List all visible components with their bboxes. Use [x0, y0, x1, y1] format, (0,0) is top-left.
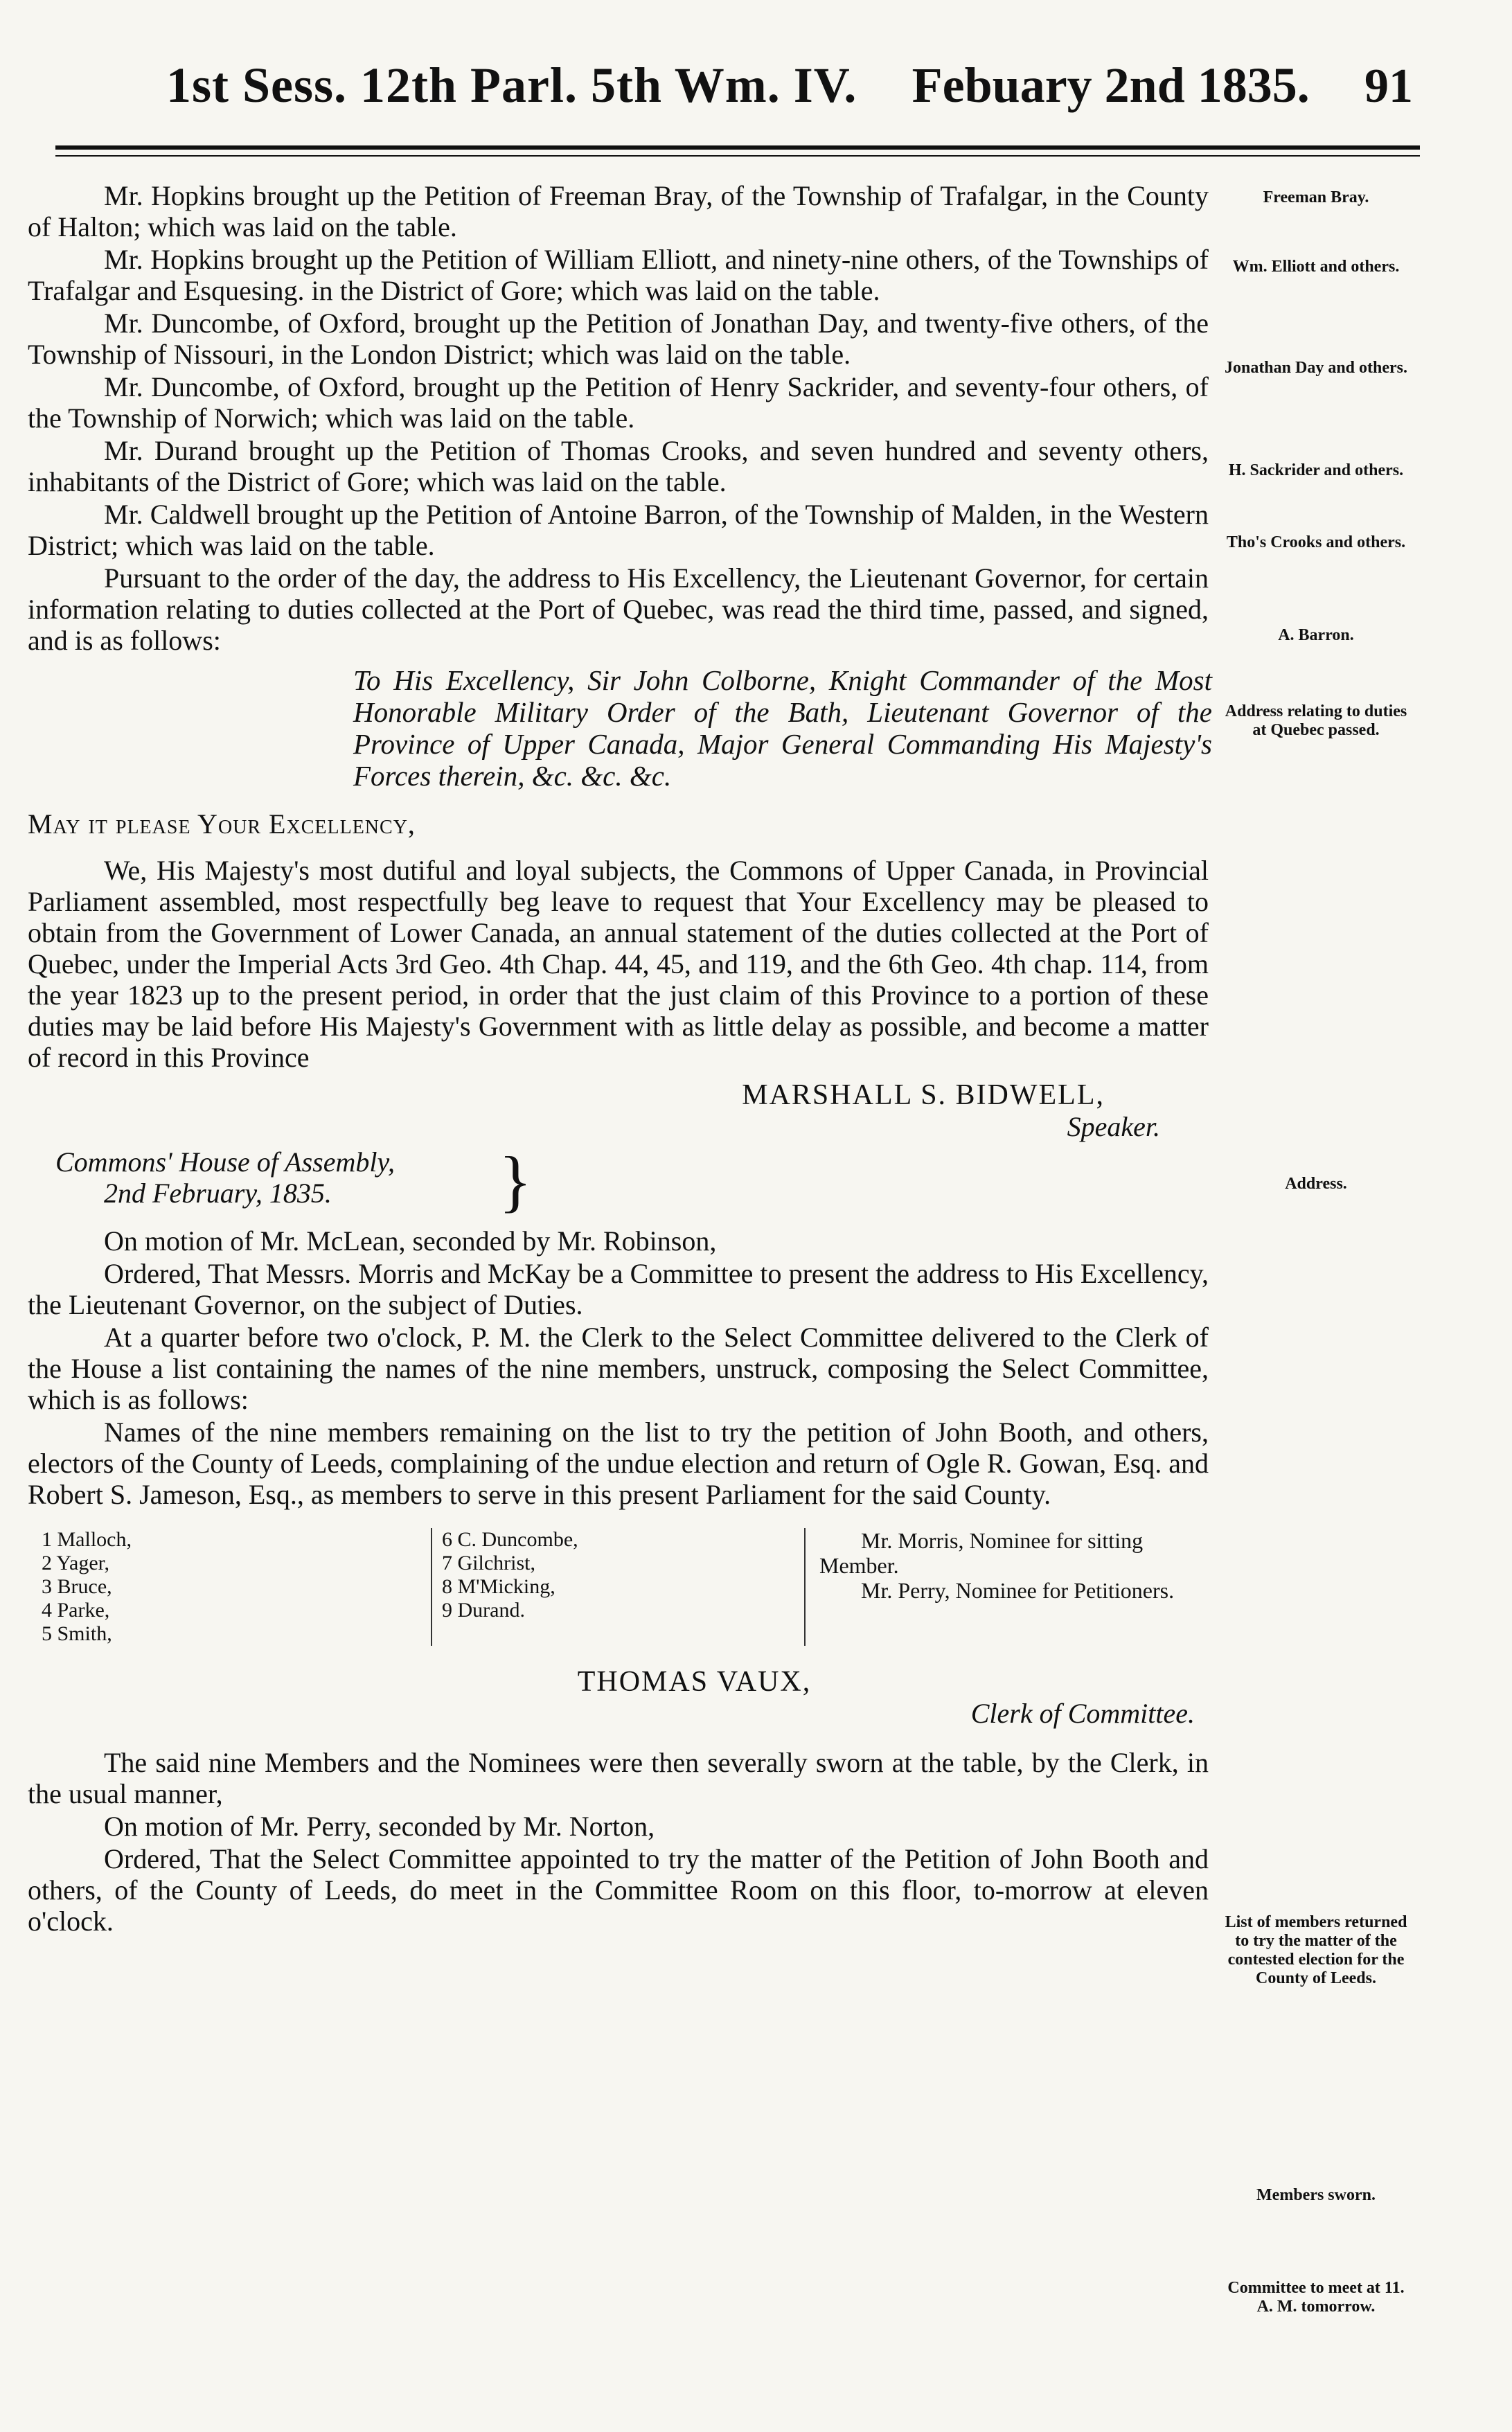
- nominee-sitting: Mr. Morris, Nominee for sitting Member.: [819, 1528, 1144, 1578]
- page-number: 91: [1364, 60, 1413, 113]
- session-label: 1st Sess. 12th Parl. 5th Wm. IV.: [166, 57, 857, 113]
- member-item: 8 M'Micking,: [442, 1575, 555, 1598]
- paragraph-day: Mr. Duncombe, of Oxford, brought up the Petition of Jonathan Day, and twenty-five others, of the Township of Nissouri, in the London District; which was laid on the table.: [28, 308, 1209, 370]
- margin-note: Wm. Elliott and others.: [1232, 258, 1400, 276]
- paragraph-committee-meet: Ordered, That the Select Committee appointed to try the matter of the Petition of John Booth and others, of the County of Leeds, do meet in the Committee Room on this floor, to-morrow at eleven o'clock.: [28, 1843, 1209, 1937]
- member-item: 2 Yager,: [42, 1552, 109, 1574]
- place-line-1: Commons' House of Assembly,: [55, 1146, 395, 1178]
- nominee-petitioners: Mr. Perry, Nominee for Petitioners.: [861, 1578, 1175, 1603]
- paragraph-perry-motion: On motion of Mr. Perry, seconded by Mr. Norton,: [104, 1811, 655, 1842]
- speaker-title: Speaker.: [1067, 1111, 1160, 1142]
- member-item: 7 Gilchrist,: [442, 1552, 535, 1574]
- member-item: 3 Bruce,: [42, 1575, 112, 1598]
- header-rule-thick: [55, 145, 1420, 150]
- paragraph-sackrider: Mr. Duncombe, of Oxford, brought up the Petition of Henry Sackrider, and seventy-four others, of the Township of Norwich; which was laid on the table.: [28, 371, 1209, 434]
- paragraph-bray: Mr. Hopkins brought up the Petition of Freeman Bray, of the Township of Trafalgar, in the County of Halton; which was laid on the table.: [28, 180, 1209, 242]
- paragraph-elliott: Mr. Hopkins brought up the Petition of William Elliott, and ninety-nine others, of the Townships of Trafalgar and Esquesing. in the District of Gore; which was laid on the table.: [28, 244, 1209, 306]
- paragraph-nine-members: Names of the nine members remaining on the list to try the petition of John Booth, and others, electors of the County of Leeds, complaining of the undue election and return of Ogle R. Gowan, Esq. and Robert S. Jameson, Esq., as members to serve in this present Parliament for the said County.: [28, 1417, 1209, 1510]
- margin-note: Committee to meet at 11. A. M. tomorrow.: [1227, 2279, 1405, 2316]
- header-date: Febuary 2nd 1835.: [911, 57, 1310, 113]
- address-place: [55, 1142, 1209, 1219]
- margin-note: List of members returned to try the matter of the contested election for the County of Leeds.: [1225, 1913, 1407, 1987]
- members-column-1: [42, 1528, 431, 1646]
- paragraph-members-sworn: The said nine Members and the Nominees were then severally sworn at the table, by the Clerk, in the usual manner,: [28, 1747, 1209, 1809]
- clerk-name: THOMAS VAUX,: [577, 1666, 812, 1698]
- paragraph-crooks: Mr. Durand brought up the Petition of Thomas Crooks, and seven hundred and seventy others, inhabitants of the District of Gore; which was laid on the table.: [28, 435, 1209, 497]
- margin-note: Address relating to duties at Quebec passed.: [1225, 702, 1407, 739]
- header-rule-thin: [55, 155, 1420, 157]
- member-item: 5 Smith,: [42, 1622, 112, 1645]
- margin-note: H. Sackrider and others.: [1228, 461, 1404, 479]
- margin-note: Members sworn.: [1256, 2186, 1376, 2204]
- margin-note: A. Barron.: [1278, 626, 1354, 644]
- clerk-title: Clerk of Committee.: [970, 1698, 1195, 1729]
- margin-note: Tho's Crooks and others.: [1226, 533, 1406, 551]
- page-header: [166, 57, 1413, 114]
- main-text: [28, 173, 1212, 1938]
- members-column-2: [431, 1528, 804, 1646]
- address-salutation: May it please Your Excellency,: [28, 808, 416, 840]
- paragraph-barron: Mr. Caldwell brought up the Petition of Antoine Barron, of the Township of Malden, in the Western District; which was laid on the table.: [28, 499, 1209, 561]
- margin-note: Jonathan Day and others.: [1224, 359, 1408, 377]
- margin-note: Address.: [1285, 1175, 1347, 1193]
- speaker-signature: [28, 1080, 1209, 1142]
- paragraph-committee-ordered: Ordered, That Messrs. Morris and McKay be a Committee to present the address to His Excellency, the Lieutenant Governor, on the subject of Duties.: [28, 1258, 1209, 1320]
- paragraph-mclean-motion: On motion of Mr. McLean, seconded by Mr. Robinson,: [104, 1225, 717, 1257]
- member-item: 4 Parke,: [42, 1599, 110, 1622]
- member-item: 6 C. Duncombe,: [442, 1528, 578, 1551]
- margin-note: Freeman Bray.: [1263, 188, 1369, 206]
- speaker-name: MARSHALL S. BIDWELL,: [742, 1079, 1105, 1111]
- address-body: We, His Majesty's most dutiful and loyal subjects, the Commons of Upper Canada, in Provincial Parliament assembled, most respectfully beg leave to request that Your Excellency may be pleased to obtain from the Government of Lower Canada, an annual statement of the duties collected at the Port of Quebec, under the Imperial Acts 3rd Geo. 4th Chap. 44, 45, and 119, and the 6th Geo. 4th chap. 114, from the year 1823 up to the present period, in order that the just claim of this Province to a portion of these duties may be laid before His Majesty's Government with as little delay as possible, and become a matter of record in this Province: [28, 855, 1209, 1073]
- paragraph-clerk-list: At a quarter before two o'clock, P. M. the Clerk to the Select Committee delivered to the Clerk of the House a list containing the names of the nine members, unstruck, composing the Select Committee, which is as follows:: [28, 1322, 1209, 1415]
- member-item: 9 Durand.: [442, 1599, 525, 1622]
- member-item: 1 Malloch,: [42, 1528, 132, 1551]
- paragraph-address-passed: Pursuant to the order of the day, the address to His Excellency, the Lieutenant Governor, for certain information relating to duties collected at the Port of Quebec, was read the third time, passed, and signed, and is as follows:: [28, 562, 1209, 656]
- brace-glyph: }: [499, 1142, 532, 1219]
- place-line-2: 2nd February, 1835.: [104, 1178, 332, 1209]
- nominees-column: [804, 1528, 1209, 1646]
- address-heading: To His Excellency, Sir John Colborne, Knight Commander of the Most Honorable Military Order of the Bath, Lieutenant Governor of the Province of Upper Canada, Major General Commanding His Majesty's Forces therein, &c. &c. &c.: [353, 664, 1212, 792]
- members-table: [42, 1528, 1209, 1646]
